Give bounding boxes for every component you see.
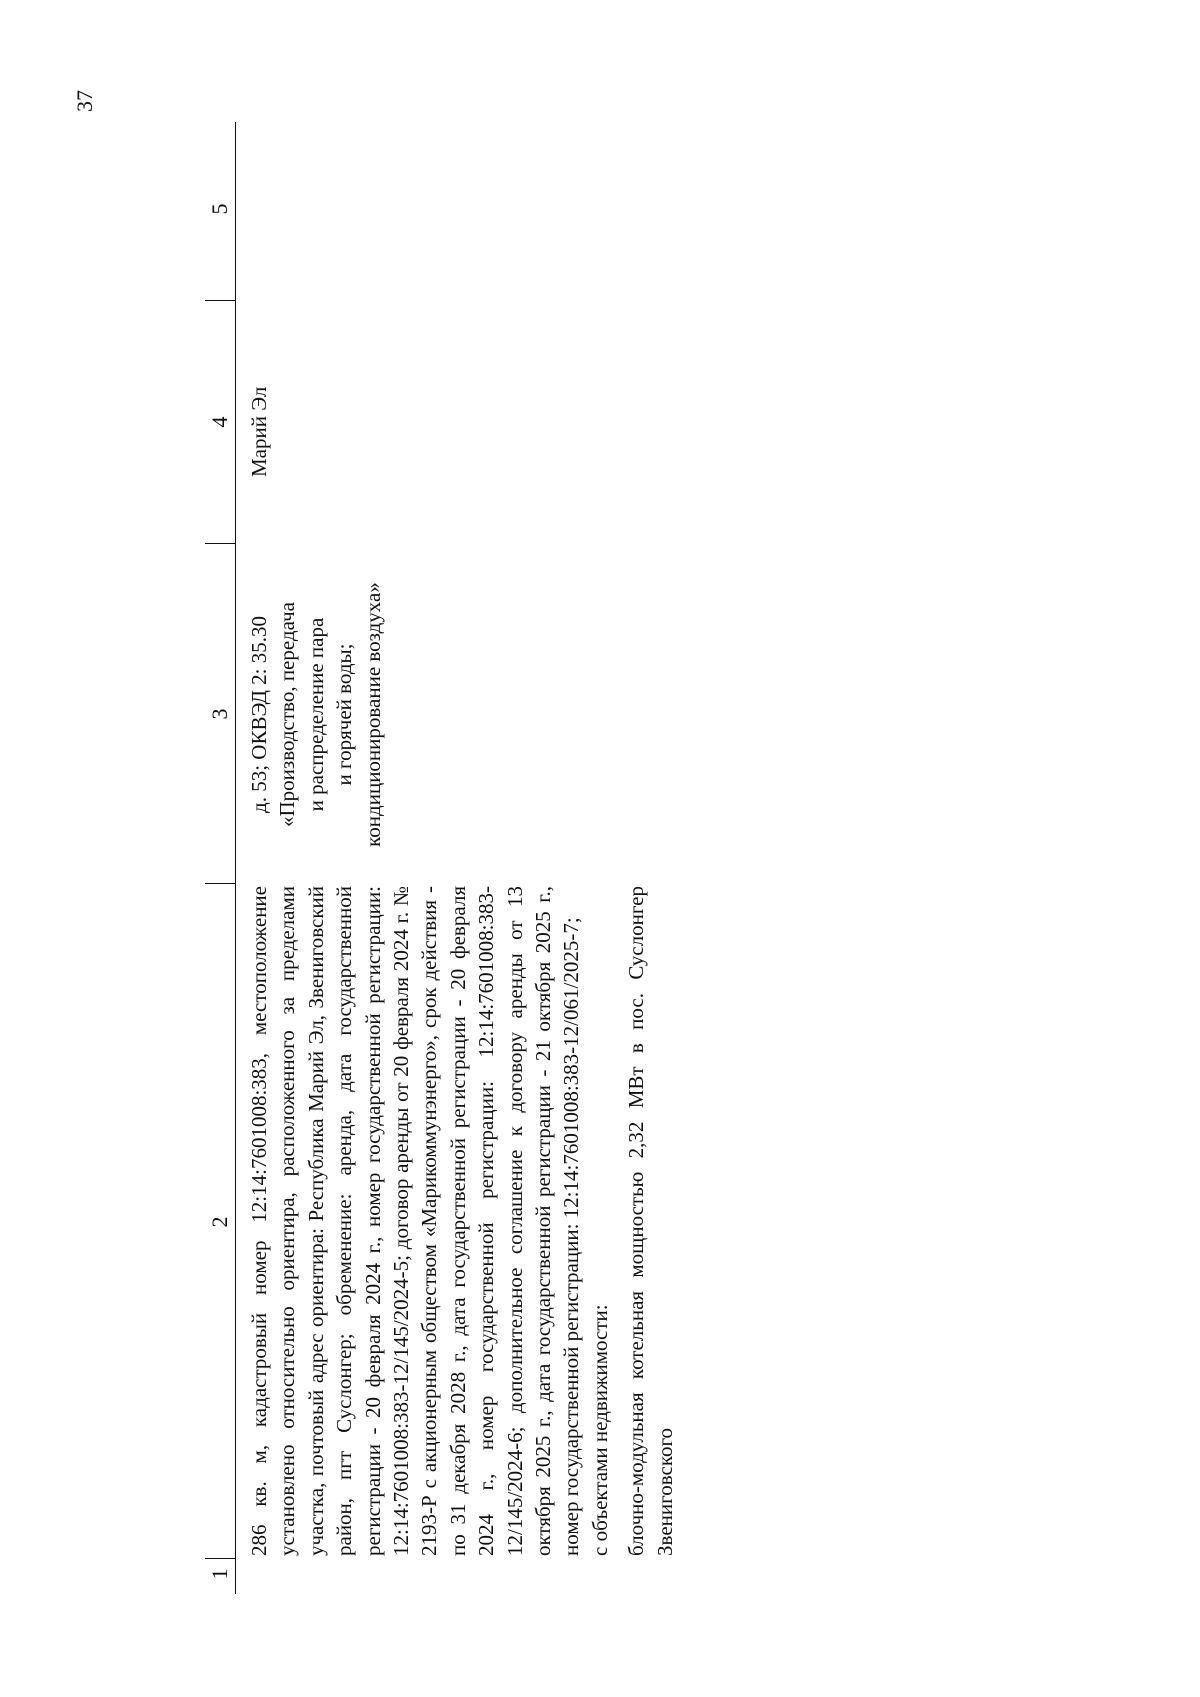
header-col-5: 5 — [207, 203, 232, 215]
column-divider — [205, 543, 235, 544]
column-3-cell — [245, 547, 387, 882]
column-4-cell: Марий Эл — [247, 386, 271, 477]
encumbrance-paragraph: 286 кв. м, кадастровый номер 12:14:7601008:383, местоположение установлено относительно ориентира, расположенного за пределами участка, почтовый адрес ориентира: Республика Марий Эл, Звениговский район, пгт Суслонгер; обременение: аренда, дата государственной регистрации - 20 февраля 2024 г., номер государственной регистрации: 12:14:7601008:383-12/145/2024-5; договор аренды от 20 февраля 2024 г. № 2193-Р с акционерным обществом «Марикоммунэнерго», срок действия - по 31 декабря 2028 г., дата государственной регистрации - 20 февраля 2024 г., номер государственной регистрации: 12:14:7601008:383-12/145/2024-6; дополнительное соглашение к договору аренды от 13 октября 2025 г., дата государственной регистрации - 21 октября 2025 г., номер государственной регистрации: 12:14:7601008:383-12/061/2025-7; — [247, 886, 584, 1556]
objects-heading: с объектами недвижимости: — [587, 1304, 612, 1556]
header-col-3: 3 — [207, 708, 232, 720]
boiler-paragraph: блочно-модульная котельная мощностью 2,32 МВт в пос. Суслонгер Звениговского — [624, 886, 677, 1556]
okved-line: д. 53; ОКВЭД 2: 35.30 — [247, 616, 271, 813]
table-header-row — [205, 122, 236, 1594]
column-divider — [205, 300, 235, 301]
okved-desc-line: «Производство, передача — [275, 602, 300, 827]
column-2-cell — [245, 886, 679, 1556]
okved-desc-line: и распределение пара — [303, 617, 328, 812]
page-number: 37 — [72, 90, 97, 112]
rotated-page — [205, 122, 1005, 1594]
column-divider — [205, 883, 235, 884]
header-col-2: 2 — [207, 1216, 232, 1228]
header-col-1: 1 — [207, 1568, 232, 1580]
data-table — [205, 122, 1005, 1594]
header-col-4: 4 — [207, 416, 232, 428]
okved-desc-line: и горячей воды; — [332, 643, 357, 786]
okved-desc-line: кондиционирование воздуха» — [360, 582, 385, 847]
